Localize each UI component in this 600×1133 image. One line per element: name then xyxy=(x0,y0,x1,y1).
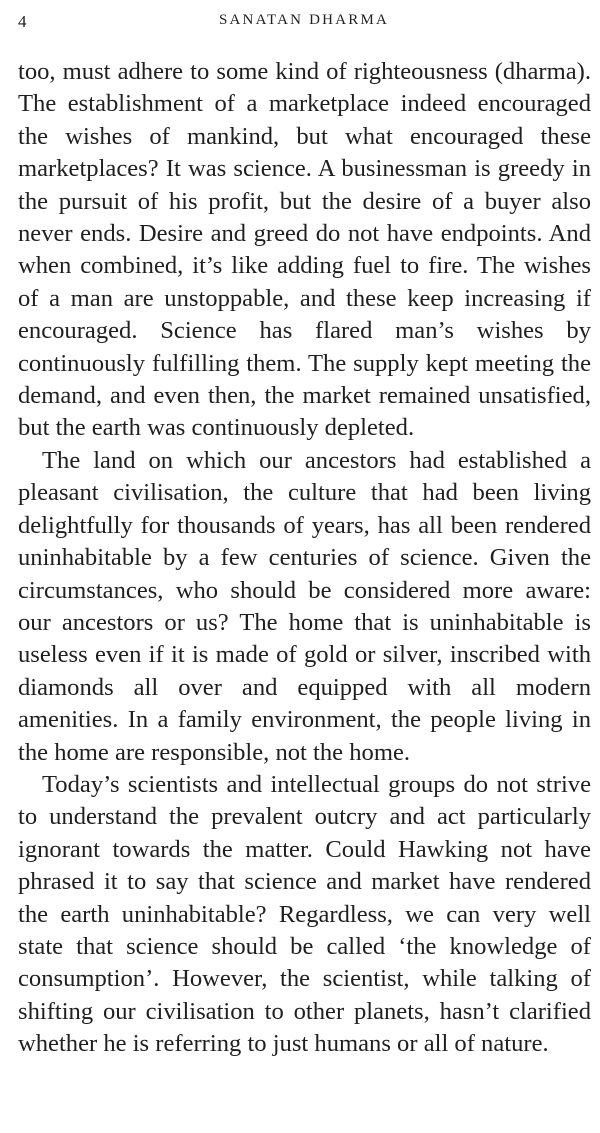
body-text xyxy=(18,56,591,1061)
paragraph-scientists: Today’s scientists and intellectual groups do not strive to understand the prevalent outcry and act particularly ignorant towards the matter. Could Hawking not have phrased it to say that science and market have rendered the earth uninhabitable? Regardless, we can very well state that science should be called ‘the knowledge of consumption’. However, the scientist, while talking of shifting our civilisation to other planets, hasn’t clarified whether he is referring to just humans or all of nature. xyxy=(18,770,591,1058)
page-number: 4 xyxy=(18,12,27,31)
paragraph-ancestors: The land on which our ancestors had established a pleasant civilisation, the culture that had been living delightfully for thousands of years, has all been rendered uninhabitable by a few centuries of science. Given the circumstances, who should be considered more aware: our ancestors or us? The home that is uninhabitable is useless even if it is made of gold or silver, inscribed with diamonds all over and equipped with all modern amenities. In a family environment, the people living in the home are responsible, not the home. xyxy=(18,446,591,766)
running-head xyxy=(18,10,590,34)
running-title: SANATAN DHARMA xyxy=(218,12,390,28)
paragraph-continued: too, must adhere to some kind of righteousness (dharma). The establishment of a marketplace indeed encouraged the wishes of mankind, but what encouraged these marketplaces? It was science. A businessman is greedy in the pursuit of his profit, but the desire of a buyer also never ends. Desire and greed do not have endpoints. And when combined, it’s like adding fuel to fire. The wishes of a man are unstoppable, and these keep increasing if encouraged. Science has flared man’s wishes by continuously fulfilling them. The supply kept meeting the demand, and even then, the market remained unsatisfied, but the earth was continuously depleted. xyxy=(18,58,591,442)
